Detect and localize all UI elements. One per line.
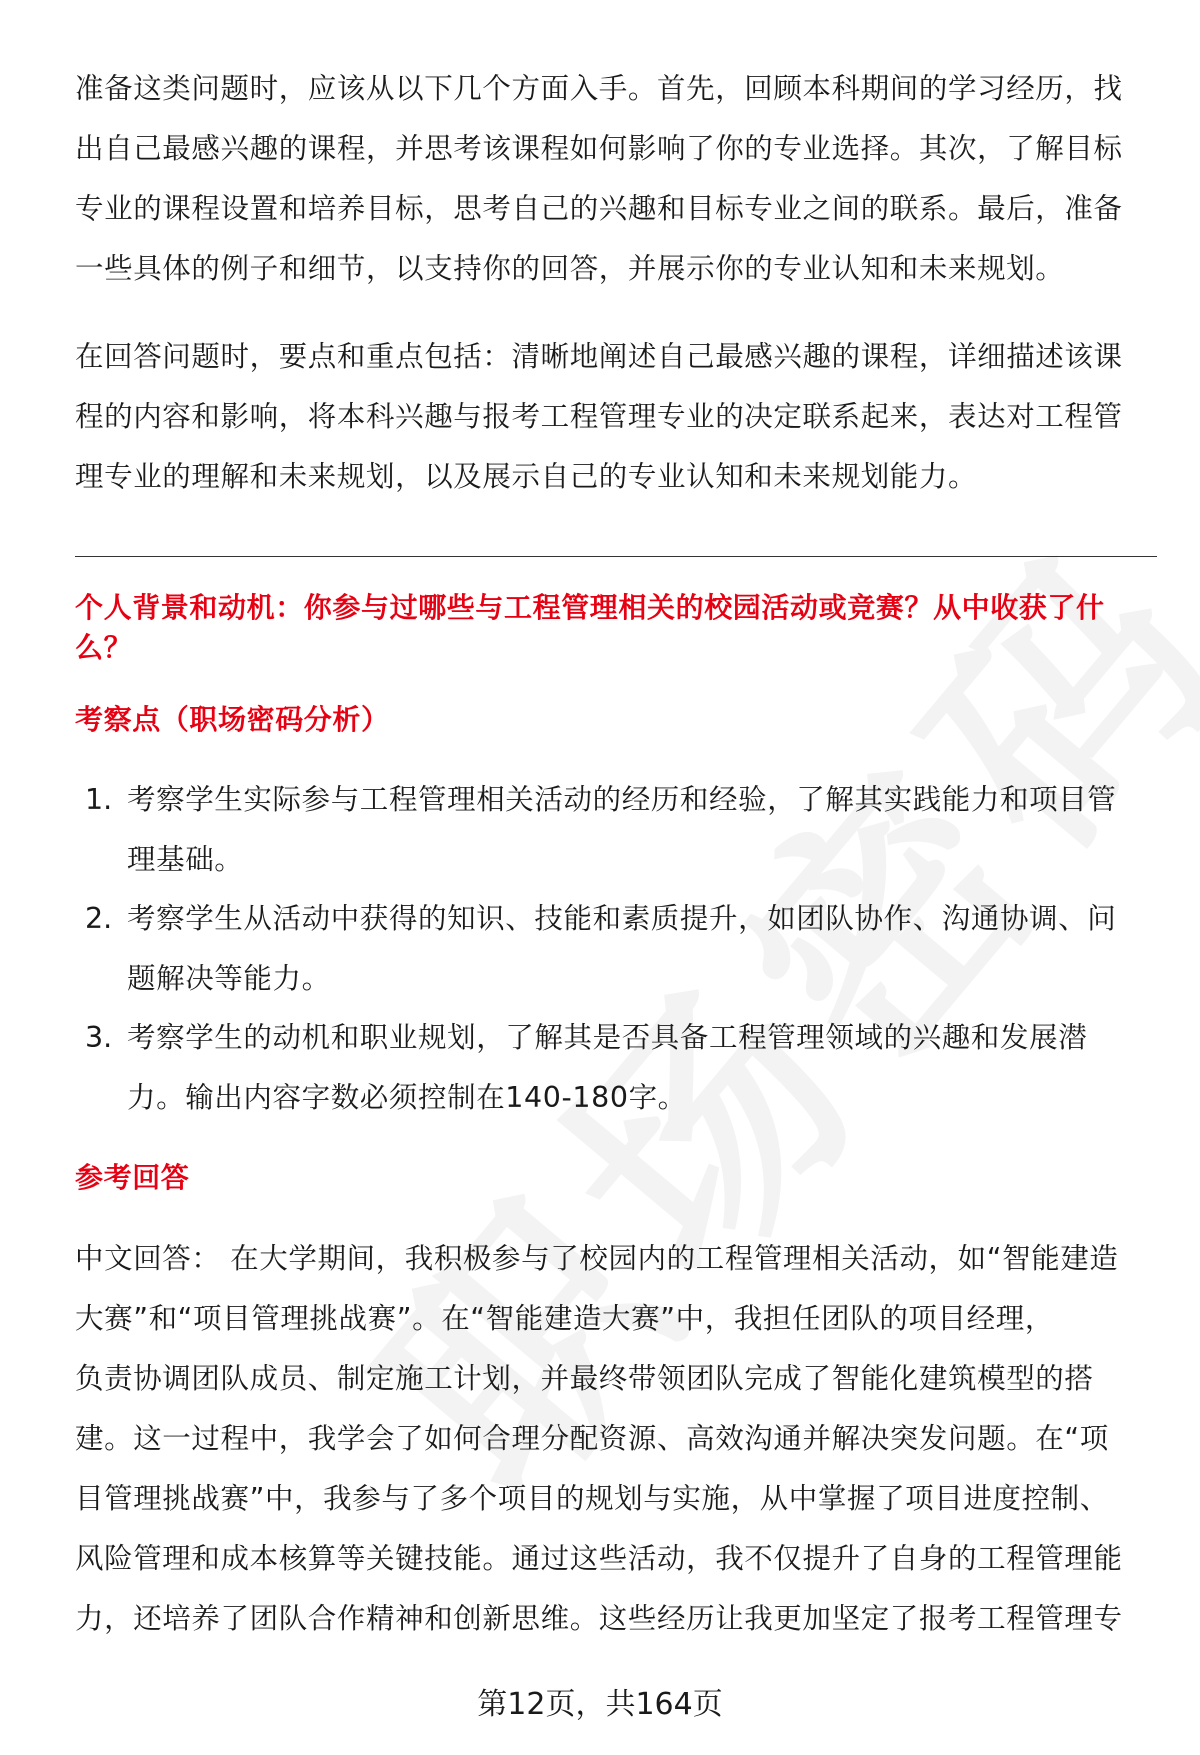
analysis-heading: [75, 700, 1160, 740]
text-line: 一些具体的例子和细节，以支持你的回答，并展示你的专业认知和未来规划。: [75, 252, 1065, 285]
text-line: 准备这类问题时，应该从以下几个方面入手。首先，回顾本科期间的学习经历，找: [75, 72, 1123, 105]
text-line: 题解决等能力。: [127, 962, 331, 995]
question-heading: [75, 588, 1160, 668]
intro-paragraph-2: [75, 327, 1160, 507]
intro-paragraph-1: [75, 59, 1160, 299]
text-line: 目管理挑战赛”中，我参与了多个项目的规划与实施，从中掌握了项目进度控制、: [75, 1482, 1109, 1515]
answer-paragraph: [75, 1229, 1160, 1649]
item-number: 2.: [85, 902, 113, 935]
text-line: 考察学生实际参与工程管理相关活动的经历和经验，了解其实践能力和项目管: [127, 783, 1117, 816]
text-line: 力。输出内容字数必须控制在140-180字。: [127, 1081, 687, 1114]
text-line: 个人背景和动机：你参与过哪些与工程管理相关的校园活动或竞赛？从中收获了什: [75, 591, 1105, 624]
text-line: 在回答问题时，要点和重点包括：清晰地阐述自己最感兴趣的课程，详细描述该课: [75, 340, 1123, 373]
item-number: 1.: [85, 783, 113, 816]
text-line: 程的内容和影响，将本科兴趣与报考工程管理专业的决定联系起来，表达对工程管: [75, 400, 1123, 433]
text-line: 考察学生从活动中获得的知识、技能和素质提升，如团队协作、沟通协调、问: [127, 902, 1117, 935]
text-line: 出自己最感兴趣的课程，并思考该课程如何影响了你的专业选择。其次，了解目标: [75, 132, 1123, 165]
answer-heading: [75, 1158, 1160, 1198]
divider: [75, 556, 1157, 557]
text-line: 么？: [75, 631, 133, 664]
page-number: 第12页，共164页: [477, 1687, 723, 1722]
text-line: 力，还培养了团队合作精神和创新思维。这些经历让我更加坚定了报考工程管理专: [75, 1602, 1123, 1635]
text-line: 理基础。: [127, 843, 244, 876]
text-line: 专业的课程设置和培养目标，思考自己的兴趣和目标专业之间的联系。最后，准备: [75, 192, 1123, 225]
text-line: 中文回答： 在大学期间，我积极参与了校园内的工程管理相关活动，如“智能建造: [75, 1242, 1119, 1275]
text-line: 风险管理和成本核算等关键技能。通过这些活动，我不仅提升了自身的工程管理能: [75, 1542, 1123, 1575]
text-line: 考察学生的动机和职业规划，了解其是否具备工程管理领域的兴趣和发展潜: [127, 1021, 1088, 1054]
text-line: 建。这一过程中，我学会了如何合理分配资源、高效沟通并解决突发问题。在“项: [75, 1422, 1109, 1455]
item-number: 3.: [85, 1021, 113, 1054]
text-line: 参考回答: [75, 1161, 190, 1194]
text-line: 理专业的理解和未来规划，以及展示自己的专业认知和未来规划能力。: [75, 460, 978, 493]
text-line: 大赛”和“项目管理挑战赛”。在“智能建造大赛”中，我担任团队的项目经理，: [75, 1302, 1054, 1335]
text-line: 考察点（职场密码分析）: [75, 703, 390, 736]
text-line: 负责协调团队成员、制定施工计划，并最终带领团队完成了智能化建筑模型的搭: [75, 1362, 1094, 1395]
